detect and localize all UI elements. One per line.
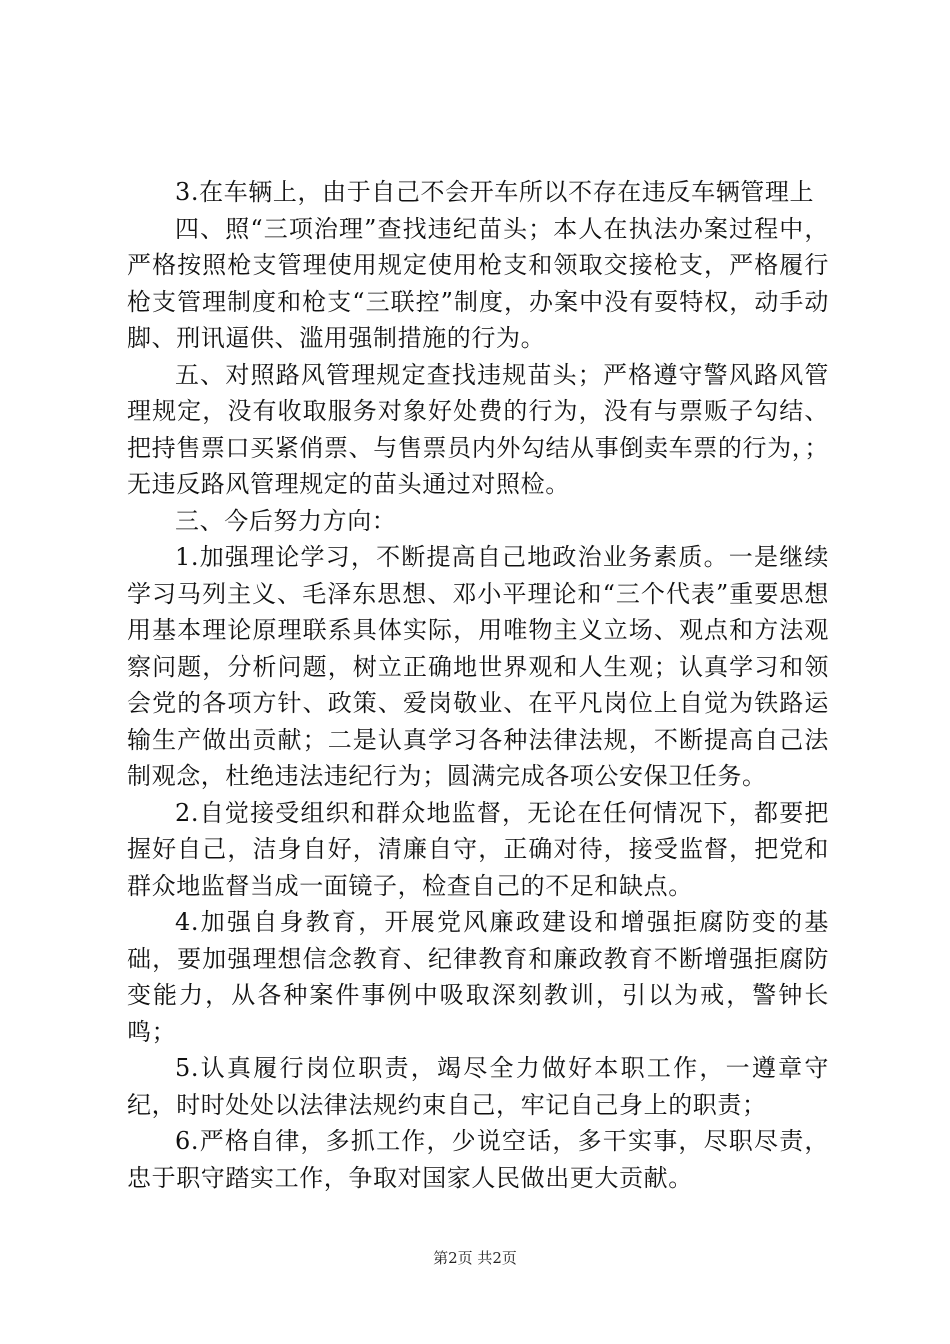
section-heading-future-direction: 三、今后努力方向： (175, 506, 397, 535)
paragraph-three-governance: 四、照“三项治理”查找违纪苗头；本人在执法办案过程中，严格按照枪支管理使用规定使用枪支和领取交接枪支，严格履行枪支管理制度和枪支“三联控”制度，办案中没有耍特权，动手动脚、刑讯逼供、滥用强制措施的行为。 (127, 214, 829, 352)
document-body (127, 174, 829, 1196)
paragraph-self-education: 4.加强自身教育，开展党风廉政建设和增强拒腐防变的基础，要加强理想信念教育、纪律教育和廉政教育不断增强拒腐防变能力，从各种案件事例中吸取深刻教训，引以为戒，警钟长鸣； (127, 908, 829, 1046)
paragraph-road-discipline: 五、对照路风管理规定查找违规苗头；严格遵守警风路风管理规定，没有收取服务对象好处费的行为，没有与票贩子勾结、把持售票口买紧俏票、与售票员内外勾结从事倒卖车票的行为，；无违反路风管理规定的苗头通过对照检。 (127, 360, 829, 498)
paragraph-vehicle: 3.在车辆上，由于自己不会开车所以不存在违反车辆管理上 (175, 178, 815, 206)
paragraph-supervision: 2.自觉接受组织和群众地监督，无论在任何情况下，都要把握好自己，洁身自好，清廉自守，正确对待，接受监督，把党和群众地监督当成一面镜子，检查自己的不足和缺点。 (127, 798, 829, 900)
paragraph-duties: 5.认真履行岗位职责，竭尽全力做好本职工作，一遵章守纪，时时处处以法律法规约束自己，牢记自己身上的职责； (127, 1054, 829, 1119)
paragraph-self-discipline: 6.严格自律，多抓工作，少说空话，多干实事，尽职尽责，忠于职守踏实工作，争取对国家人民做出更大贡献。 (127, 1127, 829, 1192)
page-number-footer: 第2页 共2页 (433, 1249, 517, 1267)
paragraph-theory-study: 1.加强理论学习，不断提高自己地政治业务素质。一是继续学习马列主义、毛泽东思想、邓小平理论和“三个代表”重要思想用基本理论原理联系具体实际，用唯物主义立场、观点和方法观察问题，分析问题，树立正确地世界观和人生观；认真学习和领会党的各项方针、政策、爱岗敬业、在平凡岗位上自觉为铁路运输生产做出贡献；二是认真学习各种法律法规，不断提高自己法制观念，杜绝违法违纪行为；圆满完成各项公安保卫任务。 (127, 543, 829, 790)
